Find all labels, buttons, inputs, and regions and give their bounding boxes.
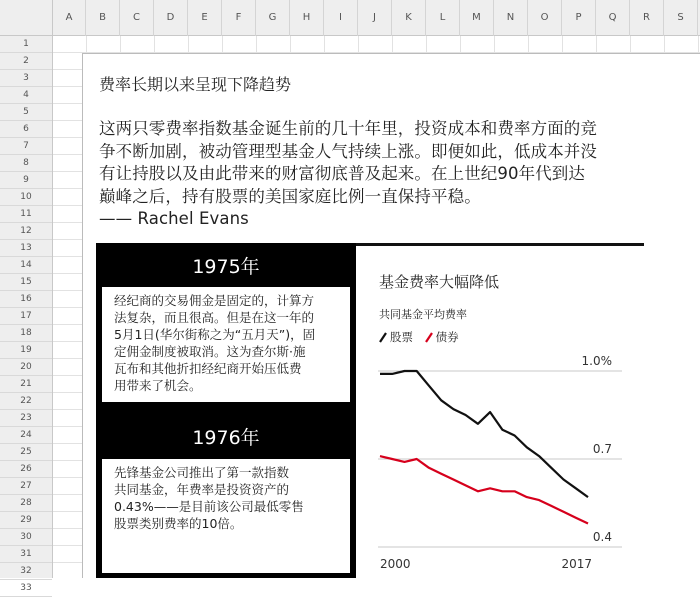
line-chart: [356, 340, 644, 578]
event-line: 5月1日(华尔街称之为“五月天”)，固: [114, 327, 316, 342]
event-line: 瓦布和其他折扣经纪商开始压低费: [114, 361, 302, 376]
row-header-10[interactable]: 10: [0, 189, 52, 206]
column-header-bar: [53, 0, 700, 36]
column-header-i[interactable]: I: [324, 0, 358, 36]
quote-line: 争不断加剧，被动管理型基金人气持续上涨。即便如此，低成本并没: [99, 141, 597, 161]
event-line: 法复杂，而且很高。但是在这一年的: [114, 310, 315, 325]
row-header-14[interactable]: 14: [0, 257, 52, 274]
row-header-7[interactable]: 7: [0, 138, 52, 155]
row-header-26[interactable]: 26: [0, 461, 52, 478]
event-description: [102, 287, 350, 402]
row-header-30[interactable]: 30: [0, 529, 52, 546]
column-header-p[interactable]: P: [562, 0, 596, 36]
row-header-18[interactable]: 18: [0, 325, 52, 342]
column-header-h[interactable]: H: [290, 0, 324, 36]
row-header-5[interactable]: 5: [0, 104, 52, 121]
event-line: 共同基金，年费率是投资资产的: [114, 482, 290, 497]
legend-label: 债券: [435, 330, 459, 344]
row-header-22[interactable]: 22: [0, 393, 52, 410]
row-header-32[interactable]: 32: [0, 563, 52, 580]
quote-line: 巅峰之后，持有股票的美国家庭比例一直保持平稳。: [99, 186, 481, 206]
column-header-b[interactable]: B: [86, 0, 120, 36]
quote-line: 这两只零费率指数基金诞生前的几十年里，投资成本和费率方面的竞: [99, 119, 597, 138]
event-line: 0.43%——是目前该公司最低零售: [114, 499, 304, 514]
column-header-k[interactable]: K: [392, 0, 426, 36]
row-header-24[interactable]: 24: [0, 427, 52, 444]
row-header-28[interactable]: 28: [0, 495, 52, 512]
row-header-29[interactable]: 29: [0, 512, 52, 529]
event-line: 先锋基金公司推出了第一款指数: [114, 465, 290, 480]
row-header-27[interactable]: 27: [0, 478, 52, 495]
row-header-13[interactable]: 13: [0, 240, 52, 257]
sheet-corner[interactable]: [0, 0, 53, 36]
column-header-f[interactable]: F: [222, 0, 256, 36]
event-line: 经纪商的交易佣金是固定的，计算方: [114, 293, 315, 308]
quote-line: 有让持股以及由此带来的财富彻底普及起来。在上世纪90年代到达: [99, 164, 585, 183]
y-tick-label: 1.0%: [581, 354, 612, 368]
y-tick-label: 0.4: [592, 530, 612, 544]
column-header-o[interactable]: O: [528, 0, 562, 36]
row-header-bar: [0, 36, 53, 593]
row-header-20[interactable]: 20: [0, 359, 52, 376]
row-header-9[interactable]: 9: [0, 172, 52, 189]
x-tick-label: 2000: [380, 557, 411, 571]
row-header-17[interactable]: 17: [0, 308, 52, 325]
column-header-e[interactable]: E: [188, 0, 222, 36]
row-header-12[interactable]: 12: [0, 223, 52, 240]
row-header-21[interactable]: 21: [0, 376, 52, 393]
y-tick-label: 0.7: [592, 442, 612, 456]
chart-subtitle: 共同基金平均费率: [379, 308, 467, 321]
article-quote: [99, 118, 659, 231]
row-header-3[interactable]: 3: [0, 70, 52, 87]
column-header-n[interactable]: N: [494, 0, 528, 36]
series-line-stocks: [380, 371, 588, 497]
article-title: 费率长期以来呈现下降趋势: [99, 75, 292, 94]
column-header-g[interactable]: G: [256, 0, 290, 36]
event-line: 用带来了机会。: [114, 378, 202, 393]
timeline-panel: [96, 243, 356, 578]
event-line: 定佣金制度被取消。这为查尔斯·施: [114, 344, 306, 359]
row-header-15[interactable]: 15: [0, 274, 52, 291]
column-header-d[interactable]: D: [154, 0, 188, 36]
legend-label: 股票: [390, 330, 413, 344]
column-header-c[interactable]: C: [120, 0, 154, 36]
quote-attribution: —— Rachel Evans: [99, 209, 249, 228]
series-line-bonds: [380, 456, 588, 523]
row-header-1[interactable]: 1: [0, 36, 52, 53]
column-header-a[interactable]: A: [53, 0, 86, 36]
column-header-q[interactable]: Q: [596, 0, 630, 36]
year-heading: 1975年: [192, 256, 260, 278]
event-line: 股票类别费率的10倍。: [114, 516, 243, 531]
row-header-2[interactable]: 2: [0, 53, 52, 70]
column-header-r[interactable]: R: [630, 0, 664, 36]
chart-title: 基金费率大幅降低: [379, 273, 500, 291]
row-header-19[interactable]: 19: [0, 342, 52, 359]
row-header-23[interactable]: 23: [0, 410, 52, 427]
column-header-m[interactable]: M: [460, 0, 494, 36]
row-header-4[interactable]: 4: [0, 87, 52, 104]
event-description: [102, 459, 350, 573]
row-header-31[interactable]: 31: [0, 546, 52, 563]
row-header-25[interactable]: 25: [0, 444, 52, 461]
column-header-j[interactable]: J: [358, 0, 392, 36]
row-header-16[interactable]: 16: [0, 291, 52, 308]
row-header-8[interactable]: 8: [0, 155, 52, 172]
year-heading: 1976年: [192, 427, 260, 449]
row-header-6[interactable]: 6: [0, 121, 52, 138]
column-header-l[interactable]: L: [426, 0, 460, 36]
row-header-11[interactable]: 11: [0, 206, 52, 223]
column-header-s[interactable]: S: [664, 0, 698, 36]
x-tick-label: 2017: [561, 557, 592, 571]
row-header-33[interactable]: 33: [0, 580, 52, 597]
